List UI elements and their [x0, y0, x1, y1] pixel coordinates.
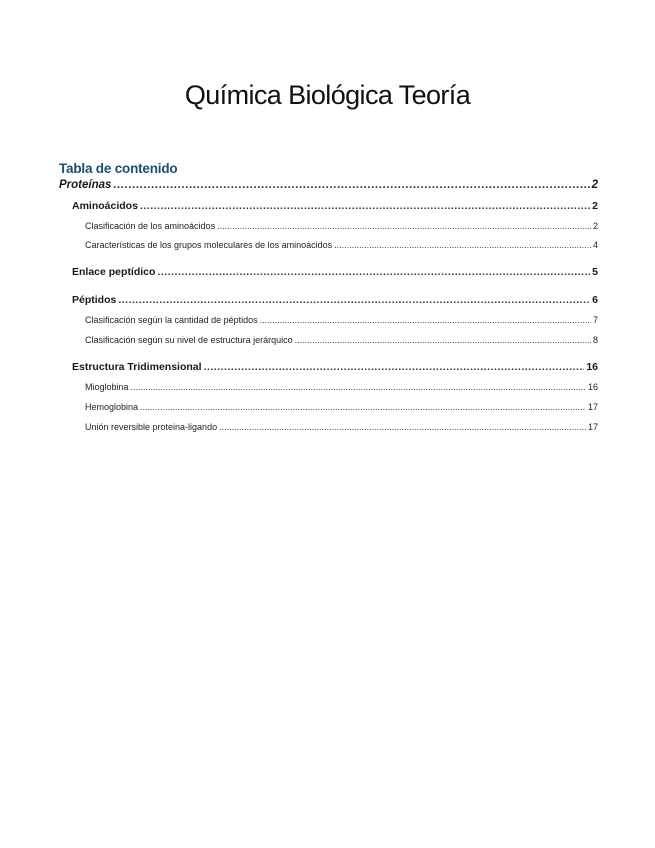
dot-leader [334, 238, 591, 253]
toc-entry-peptidos[interactable] [59, 292, 598, 308]
toc-entry-label: Clasificación según su nivel de estructura jerárquico [85, 335, 293, 345]
toc-entry-page: 8 [592, 335, 598, 345]
toc-entry-label: Péptidos [72, 294, 117, 306]
table-of-contents [59, 176, 598, 435]
toc-entry-page: 2 [592, 200, 598, 212]
toc-entry-page: 2 [591, 179, 598, 191]
dot-leader [204, 359, 585, 375]
toc-entry-clasificacion-cantidad[interactable] [59, 313, 598, 328]
dot-leader [113, 176, 589, 194]
toc-entry-label: Características de los grupos moleculares de los aminoácidos [85, 240, 333, 250]
dot-leader [131, 380, 586, 395]
toc-entry-clasificacion-nivel[interactable] [59, 333, 598, 348]
toc-entry-label: Clasificación de los aminoácidos [85, 221, 216, 231]
toc-entry-page: 4 [592, 240, 598, 250]
toc-entry-label: Estructura Tridimensional [72, 361, 202, 373]
toc-entry-estructura-tridimensional[interactable] [59, 359, 598, 375]
toc-entry-mioglobina[interactable] [59, 380, 598, 395]
toc-entry-label: Proteínas [59, 179, 112, 191]
toc-entry-page: 2 [592, 221, 598, 231]
toc-entry-aminoacidos[interactable] [59, 198, 598, 214]
toc-entry-clasificacion-aminoacidos[interactable] [59, 219, 598, 234]
toc-heading: Tabla de contenido [59, 161, 178, 176]
toc-entry-page: 17 [587, 402, 598, 412]
toc-entry-page: 17 [587, 422, 598, 432]
dot-leader [118, 292, 590, 308]
dot-leader [140, 400, 586, 415]
toc-entry-enlace-peptidico[interactable] [59, 264, 598, 280]
dot-leader [157, 264, 590, 280]
document-title: Química Biológica Teoría [184, 80, 471, 110]
toc-entry-label: Enlace peptídico [72, 266, 156, 278]
toc-entry-label: Clasificación según la cantidad de péptidos [85, 315, 258, 325]
dot-leader [219, 420, 586, 435]
toc-entry-caracteristicas-grupos[interactable] [59, 238, 598, 253]
toc-entry-page: 5 [592, 266, 598, 278]
toc-entry-page: 16 [587, 382, 598, 392]
toc-entry-label: Unión reversible proteina-ligando [85, 422, 218, 432]
dot-leader [217, 219, 591, 234]
toc-entry-union-reversible[interactable] [59, 420, 598, 435]
dot-leader [260, 313, 591, 328]
toc-entry-label: Mioglobina [85, 382, 129, 392]
toc-entry-proteinas[interactable] [59, 176, 598, 194]
dot-leader [295, 333, 591, 348]
toc-entry-hemoglobina[interactable] [59, 400, 598, 415]
toc-entry-label: Hemoglobina [85, 402, 139, 412]
toc-entry-page: 16 [586, 361, 598, 373]
dot-leader [140, 198, 590, 214]
toc-entry-label: Aminoácidos [72, 200, 138, 212]
toc-entry-page: 6 [592, 294, 598, 306]
toc-entry-page: 7 [592, 315, 598, 325]
